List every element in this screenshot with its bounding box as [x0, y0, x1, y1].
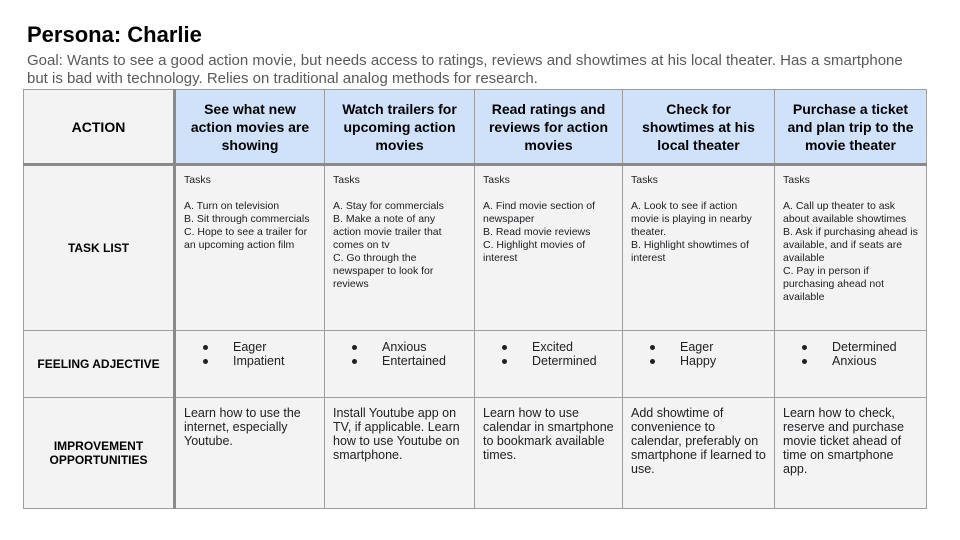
row-label-action: ACTION [24, 90, 175, 165]
task-item: B. Read movie reviews [483, 226, 591, 238]
row-label-task-list: TASK LIST [24, 165, 175, 331]
task-cell-3 [475, 165, 623, 331]
task-item: A. Call up theater to ask about available showtimes [783, 200, 907, 225]
improvement-cell-3: Learn how to use calendar in smartphone to bookmark available times. [475, 398, 623, 509]
stage-header-3: Read ratings and reviews for action movies [475, 90, 623, 165]
feeling-cell-3 [475, 331, 623, 398]
persona-goal: Goal: Wants to see a good action movie, but needs access to ratings, reviews and showtimes at his local theater. Has a smartphone but is bad with technology. Relies on traditional analog methods for research. [27, 52, 903, 87]
feeling-item: Determined [801, 340, 918, 354]
task-cell-4 [623, 165, 775, 331]
task-list-row [24, 165, 927, 331]
task-item: B. Highlight showtimes of interest [631, 239, 749, 264]
task-item: A. Look to see if action movie is playing in nearby theater. [631, 200, 752, 238]
feeling-cell-4 [623, 331, 775, 398]
feeling-item: Impatient [202, 354, 316, 368]
tasks-heading: Tasks [333, 174, 360, 186]
feeling-item: Happy [649, 354, 766, 368]
feeling-item: Determined [501, 354, 614, 368]
improvement-cell-2: Install Youtube app on TV, if applicable. Learn how to use Youtube on smartphone. [325, 398, 475, 509]
feeling-item: Eager [649, 340, 766, 354]
tasks-heading: Tasks [483, 174, 510, 186]
task-item: A. Stay for commercials [333, 200, 444, 212]
feeling-item: Anxious [801, 354, 918, 368]
task-item: A. Find movie section of newspaper [483, 200, 596, 225]
feeling-cell-5 [775, 331, 927, 398]
feeling-item: Anxious [351, 340, 466, 354]
feeling-item: Excited [501, 340, 614, 354]
tasks-heading: Tasks [184, 174, 211, 186]
task-item: B. Ask if purchasing ahead is available, and if seats are available [783, 226, 918, 264]
stage-header-1: See what new action movies are showing [175, 90, 325, 165]
task-item: C. Pay in person if purchasing ahead not available [783, 265, 884, 303]
improvement-cell-4: Add showtime of convenience to calendar, preferably on smartphone if learned to use. [623, 398, 775, 509]
journey-map-table [23, 89, 927, 509]
task-item: C. Highlight movies of interest [483, 239, 586, 264]
action-row [24, 90, 927, 165]
stage-header-4: Check for showtimes at his local theater [623, 90, 775, 165]
improvement-row [24, 398, 927, 509]
feeling-row [24, 331, 927, 398]
stage-header-2: Watch trailers for upcoming action movies [325, 90, 475, 165]
row-label-feeling: FEELING ADJECTIVE [24, 331, 175, 398]
task-cell-5 [775, 165, 927, 331]
task-item: C. Go through the newspaper to look for reviews [333, 252, 434, 290]
improvement-cell-1: Learn how to use the internet, especially Youtube. [175, 398, 325, 509]
improvement-cell-5: Learn how to check, reserve and purchase movie ticket ahead of time on smartphone app. [775, 398, 927, 509]
tasks-heading: Tasks [783, 174, 810, 186]
task-item: B. Sit through commercials [184, 213, 310, 225]
task-item: B. Make a note of any action movie trailer that comes on tv [333, 213, 442, 251]
task-item: A. Turn on television [184, 200, 280, 212]
task-cell-1 [175, 165, 325, 331]
task-cell-2 [325, 165, 475, 331]
persona-title: Persona: Charlie [27, 22, 202, 47]
feeling-cell-2 [325, 331, 475, 398]
task-item: C. Hope to see a trailer for an upcoming action film [184, 226, 308, 251]
tasks-heading: Tasks [631, 174, 658, 186]
row-label-improvement: IMPROVEMENT OPPORTUNITIES [24, 398, 175, 509]
feeling-item: Eager [202, 340, 316, 354]
feeling-item: Entertained [351, 354, 466, 368]
feeling-cell-1 [175, 331, 325, 398]
stage-header-5: Purchase a ticket and plan trip to the movie theater [775, 90, 927, 165]
